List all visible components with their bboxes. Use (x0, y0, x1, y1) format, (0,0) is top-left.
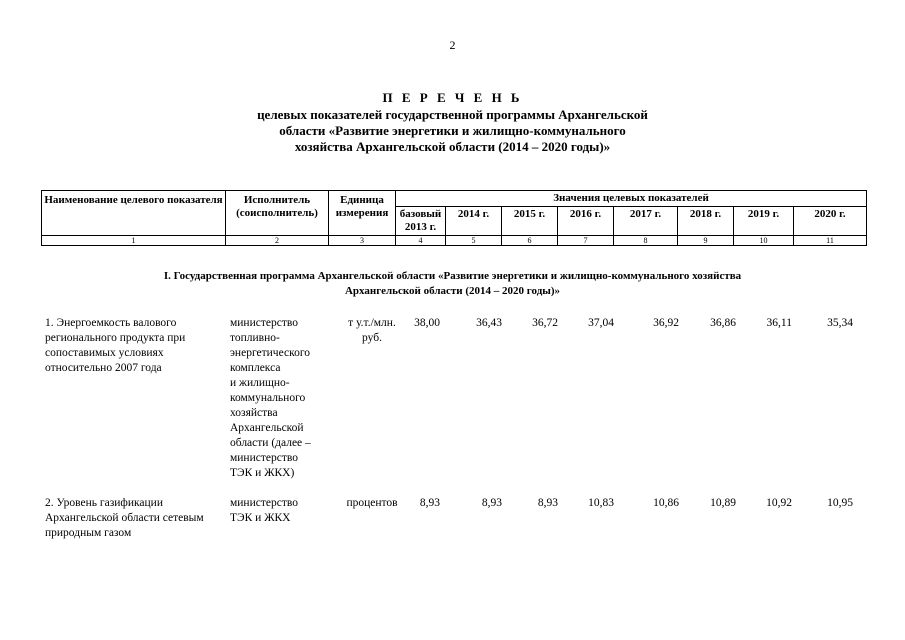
header-indicator-name: Наименование целевого показателя (42, 191, 226, 236)
header-executor: Исполнитель (соисполнитель) (226, 191, 329, 236)
header-year: 2020 г. (794, 207, 867, 236)
column-number: 6 (502, 236, 558, 246)
header-unit: Единица измерения (329, 191, 396, 236)
section-title-line-2: Архангельской области (2014 – 2020 годы)» (344, 285, 561, 297)
column-number: 3 (329, 236, 396, 246)
column-number: 10 (734, 236, 794, 246)
page-number: 2 (449, 38, 456, 52)
value-2017: 10,86 (653, 497, 679, 509)
column-number: 7 (558, 236, 614, 246)
value-2019: 36,11 (766, 317, 792, 329)
header-year: базовый 2013 г. (396, 207, 446, 236)
column-number: 2 (226, 236, 329, 246)
value-2015: 8,93 (537, 497, 558, 509)
indicator-name: 1. Энергоемкость валового регионального продукта при сопоставимых условиях относительно 2007 года (45, 317, 186, 374)
header-year: 2019 г. (734, 207, 794, 236)
header-year: 2016 г. (558, 207, 614, 236)
value-2013: 8,93 (419, 497, 440, 509)
header-year: 2014 г. (446, 207, 502, 236)
document-title-line-1: целевых показателей государственной программы Архангельской (257, 107, 648, 122)
column-number: 9 (678, 236, 734, 246)
indicator-unit: т у.т./млн. руб. (348, 317, 396, 344)
value-2020: 35,34 (827, 317, 853, 329)
indicator-executor: министерство ТЭК и ЖКХ (230, 497, 298, 524)
indicator-unit: процентов (346, 497, 398, 509)
value-2016: 37,04 (588, 317, 614, 329)
column-number: 5 (446, 236, 502, 246)
column-number: 4 (396, 236, 446, 246)
value-2018: 10,89 (710, 497, 736, 509)
indicator-name: 2. Уровень газификации Архангельской области сетевым природным газом (45, 497, 204, 539)
column-number: 1 (42, 236, 226, 246)
document-title-line-3: хозяйства Архангельской области (2014 – 2020 годы)» (294, 139, 611, 154)
indicator-executor: министерство топливно- энергетического комплекса и жилищно- коммунального хозяйства Архангельской области (далее – министерство ТЭК и ЖКХ) (230, 317, 311, 479)
value-2014: 36,43 (476, 317, 502, 329)
value-2019: 10,92 (766, 497, 792, 509)
section-title-line-1: I. Государственная программа Архангельской области «Развитие энергетики и жилищно-коммунального хозяйства (163, 270, 742, 282)
indicators-table-header (41, 190, 867, 246)
header-year: 2015 г. (502, 207, 558, 236)
value-2014: 8,93 (481, 497, 502, 509)
document-heading: П Е Р Е Ч Е Н Ь (382, 90, 523, 105)
column-number: 8 (614, 236, 678, 246)
value-2017: 36,92 (653, 317, 679, 329)
header-target-values: Значения целевых показателей (396, 191, 867, 207)
header-year: 2017 г. (614, 207, 678, 236)
value-2018: 36,86 (710, 317, 736, 329)
value-2016: 10,83 (588, 497, 614, 509)
document-title-line-2: области «Развитие энергетики и жилищно-коммунального (279, 123, 626, 138)
column-number: 11 (794, 236, 867, 246)
header-year: 2018 г. (678, 207, 734, 236)
value-2015: 36,72 (532, 317, 558, 329)
value-2020: 10,95 (827, 497, 853, 509)
value-2013: 38,00 (414, 317, 440, 329)
